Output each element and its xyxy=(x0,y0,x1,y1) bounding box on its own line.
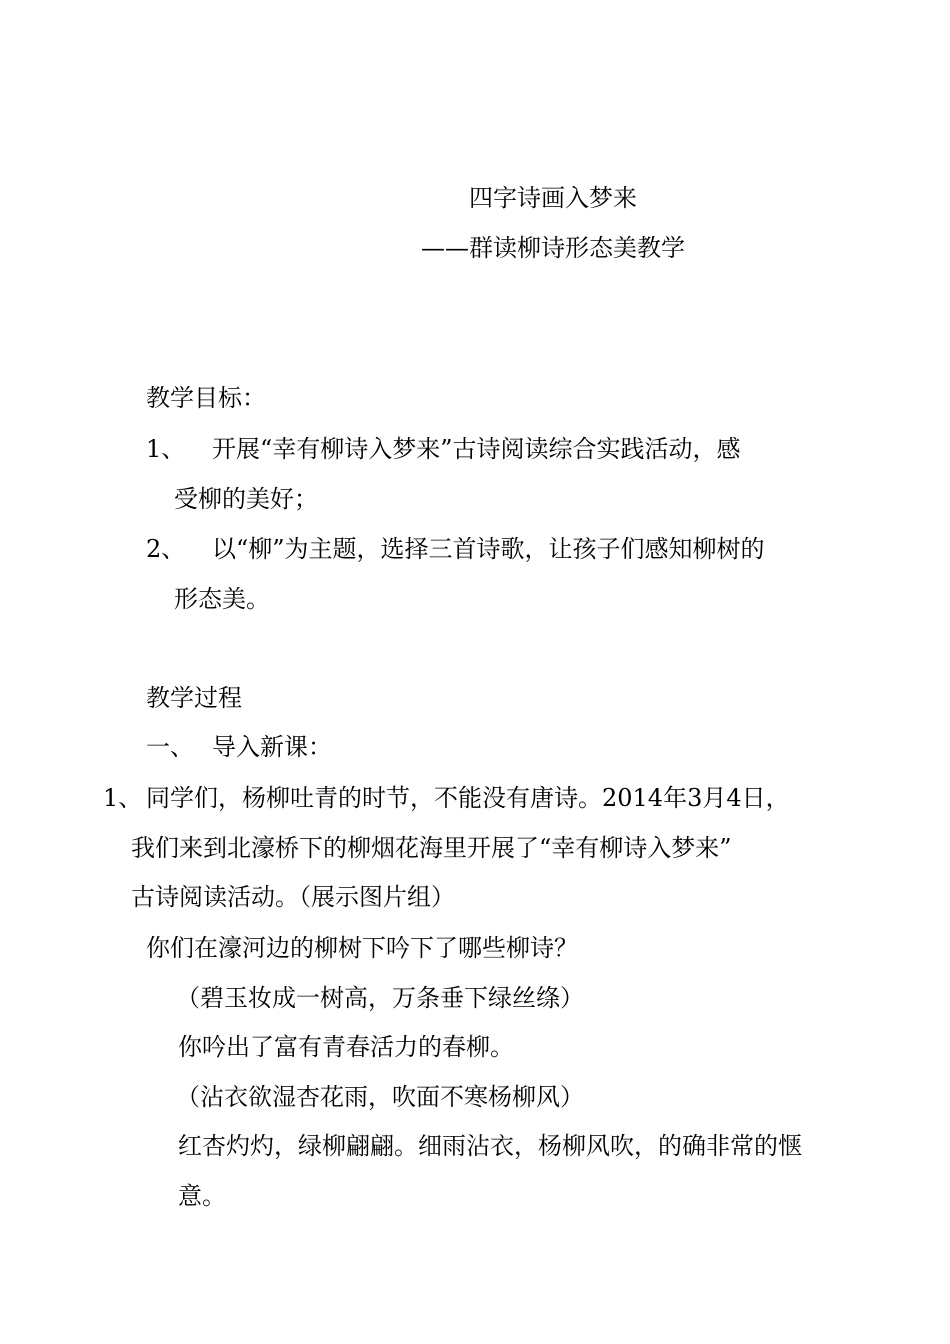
section-1-title: 导入新课： xyxy=(212,733,332,761)
objective-2-number: 2、 xyxy=(146,535,186,563)
item-1-line3: 古诗阅读活动。（展示图片组） xyxy=(131,883,455,911)
objective-2-line2: 形态美。 xyxy=(174,585,270,613)
comment-1: 你吟出了富有青春活力的春柳。 xyxy=(178,1033,514,1061)
question-text: 你们在濠河边的柳树下吟下了哪些柳诗？ xyxy=(146,934,578,962)
objective-1-number: 1、 xyxy=(146,435,186,463)
item-1-number: 1、 xyxy=(103,784,143,812)
poem-line-1: （碧玉妆成一树高，万条垂下绿丝绦） xyxy=(176,984,584,1012)
comment-2-line2: 意。 xyxy=(178,1182,226,1210)
section-1-number: 一、 xyxy=(146,733,194,761)
item-1-line2: 我们来到北濠桥下的柳烟花海里开展了“幸有柳诗入梦来” xyxy=(131,834,732,862)
objective-1-line2: 受柳的美好； xyxy=(174,485,318,513)
document-subtitle: ——群读柳诗形态美教学 xyxy=(421,234,685,262)
poem-line-2: （沾衣欲湿杏花雨，吹面不寒杨柳风） xyxy=(176,1083,584,1111)
item-1-line1: 同学们，杨柳吐青的时节，不能没有唐诗。2014年3月4日， xyxy=(146,784,790,812)
process-heading: 教学过程 xyxy=(146,684,242,712)
document-title: 四字诗画入梦来 xyxy=(469,184,637,212)
objectives-heading: 教学目标： xyxy=(146,384,266,412)
comment-2-line1: 红杏灼灼，绿柳翩翩。细雨沾衣，杨柳风吹，的确非常的惬 xyxy=(178,1132,802,1160)
objective-2-line1: 以“柳”为主题，选择三首诗歌，让孩子们感知柳树的 xyxy=(212,535,765,563)
objective-1-line1: 开展“幸有柳诗入梦来”古诗阅读综合实践活动，感 xyxy=(212,435,741,463)
